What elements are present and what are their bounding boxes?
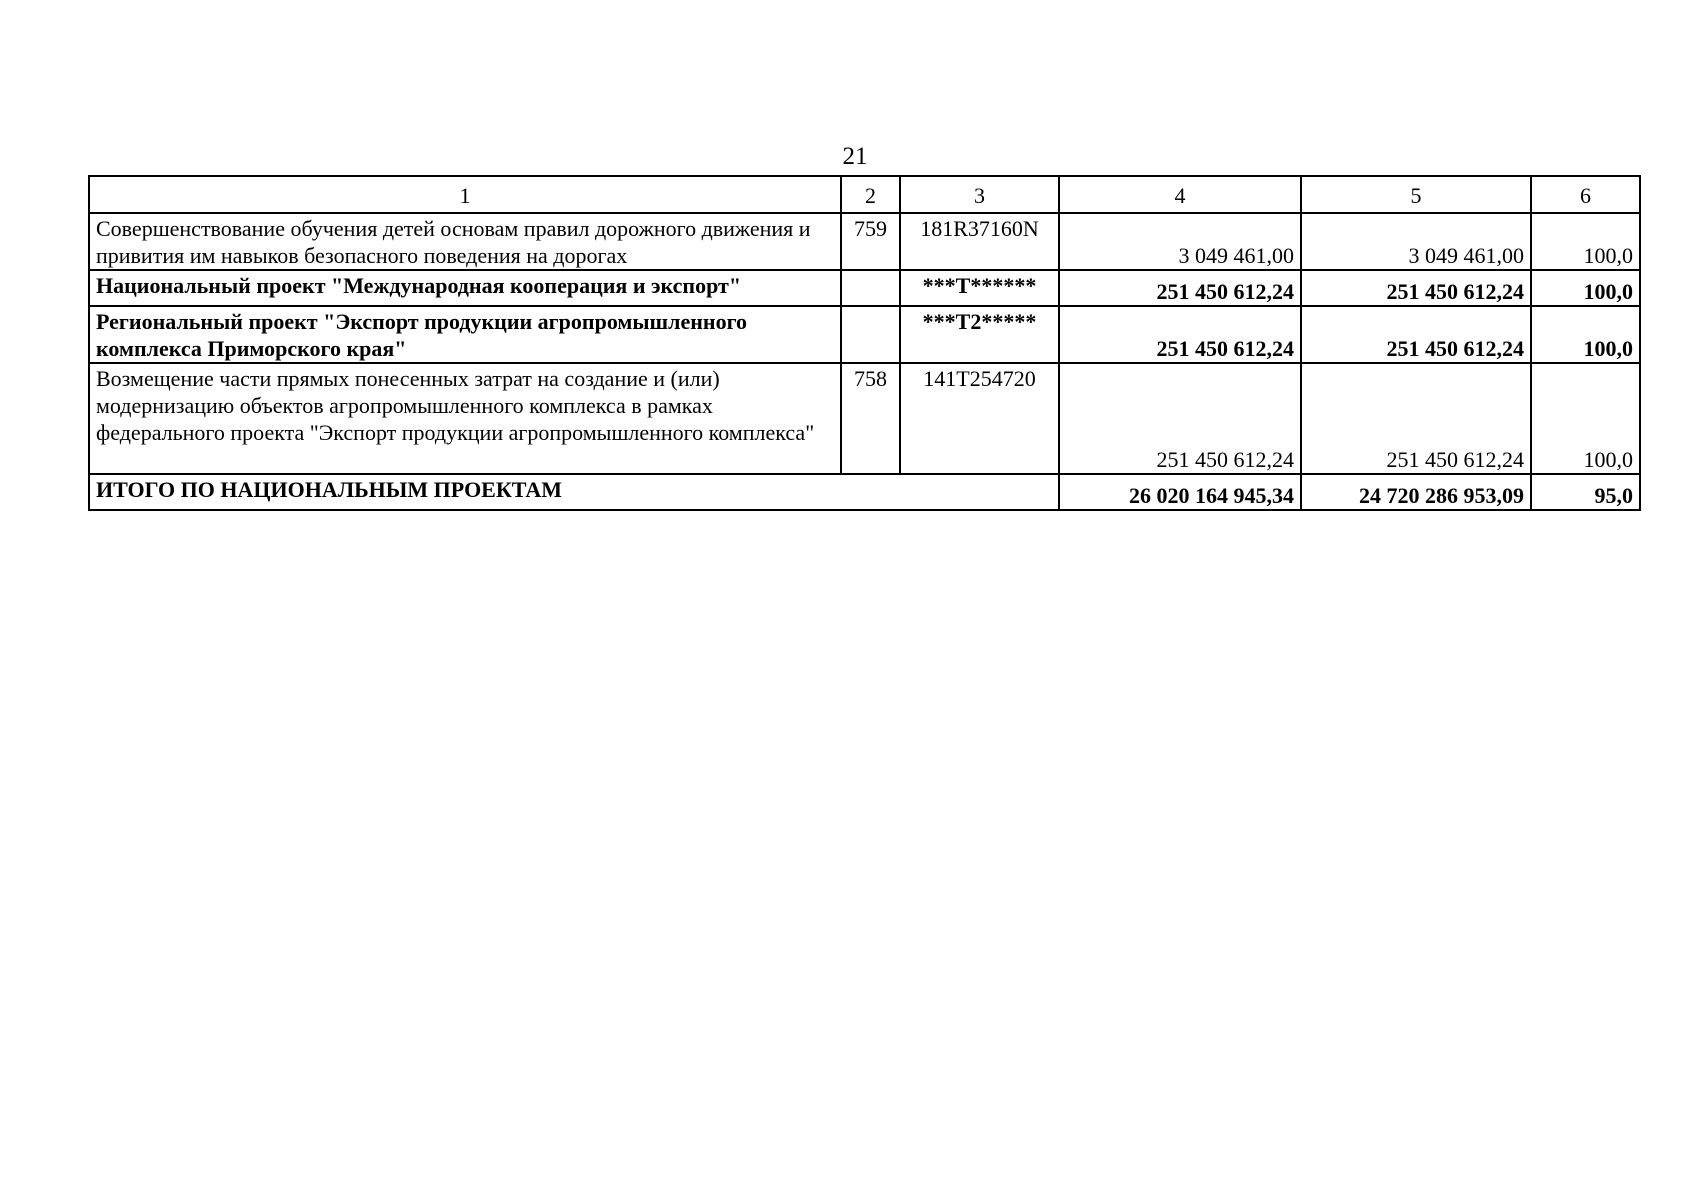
total-label: ИТОГО ПО НАЦИОНАЛЬНЫМ ПРОЕКТАМ <box>89 474 1059 510</box>
row-plan-cell: 251 450 612,24 <box>1059 306 1301 363</box>
total-row <box>89 474 1640 510</box>
row-code-cell <box>841 306 900 363</box>
row-fact-cell: 251 450 612,24 <box>1301 306 1531 363</box>
row-fact-cell: 3 049 461,00 <box>1301 213 1531 270</box>
column-header: 1 <box>89 176 841 213</box>
column-header: 2 <box>841 176 900 213</box>
row-kcsr-cell: ***T****** <box>900 270 1059 306</box>
row-fact-cell: 251 450 612,24 <box>1301 270 1531 306</box>
row-name-cell: Региональный проект "Экспорт продукции агропромышленного комплекса Приморского края" <box>89 306 841 363</box>
table-row <box>89 270 1640 306</box>
row-fact-cell: 251 450 612,24 <box>1301 363 1531 474</box>
row-name-cell: Совершенствование обучения детей основам правил дорожного движения и привития им навыков безопасного поведения на дорогах <box>89 213 841 270</box>
column-header: 4 <box>1059 176 1301 213</box>
row-kcsr-cell: ***T2***** <box>900 306 1059 363</box>
table-row <box>89 213 1640 270</box>
budget-table <box>88 175 1641 511</box>
table-row <box>89 363 1640 474</box>
row-plan-cell: 3 049 461,00 <box>1059 213 1301 270</box>
column-header: 3 <box>900 176 1059 213</box>
table-row <box>89 306 1640 363</box>
row-plan-cell: 251 450 612,24 <box>1059 270 1301 306</box>
row-kcsr-cell: 141T254720 <box>900 363 1059 474</box>
table-header-row <box>89 176 1640 213</box>
row-plan-cell: 251 450 612,24 <box>1059 363 1301 474</box>
row-kcsr-cell: 181R37160N <box>900 213 1059 270</box>
row-percent-cell: 100,0 <box>1531 306 1640 363</box>
row-percent-cell: 100,0 <box>1531 213 1640 270</box>
column-header: 5 <box>1301 176 1531 213</box>
row-name-cell: Возмещение части прямых понесенных затрат на создание и (или) модернизацию объектов агропромышленного комплекса в рамках федерального проекта "Экспорт продукции агропромышленного комплекса" <box>89 363 841 474</box>
page-number: 21 <box>842 143 868 170</box>
row-code-cell: 758 <box>841 363 900 474</box>
row-percent-cell: 100,0 <box>1531 363 1640 474</box>
row-percent-cell: 100,0 <box>1531 270 1640 306</box>
row-code-cell <box>841 270 900 306</box>
total-fact-cell: 24 720 286 953,09 <box>1301 474 1531 510</box>
row-name-cell: Национальный проект "Международная кооперация и экспорт" <box>89 270 841 306</box>
total-plan-cell: 26 020 164 945,34 <box>1059 474 1301 510</box>
total-percent-cell: 95,0 <box>1531 474 1640 510</box>
row-code-cell: 759 <box>841 213 900 270</box>
column-header: 6 <box>1531 176 1640 213</box>
